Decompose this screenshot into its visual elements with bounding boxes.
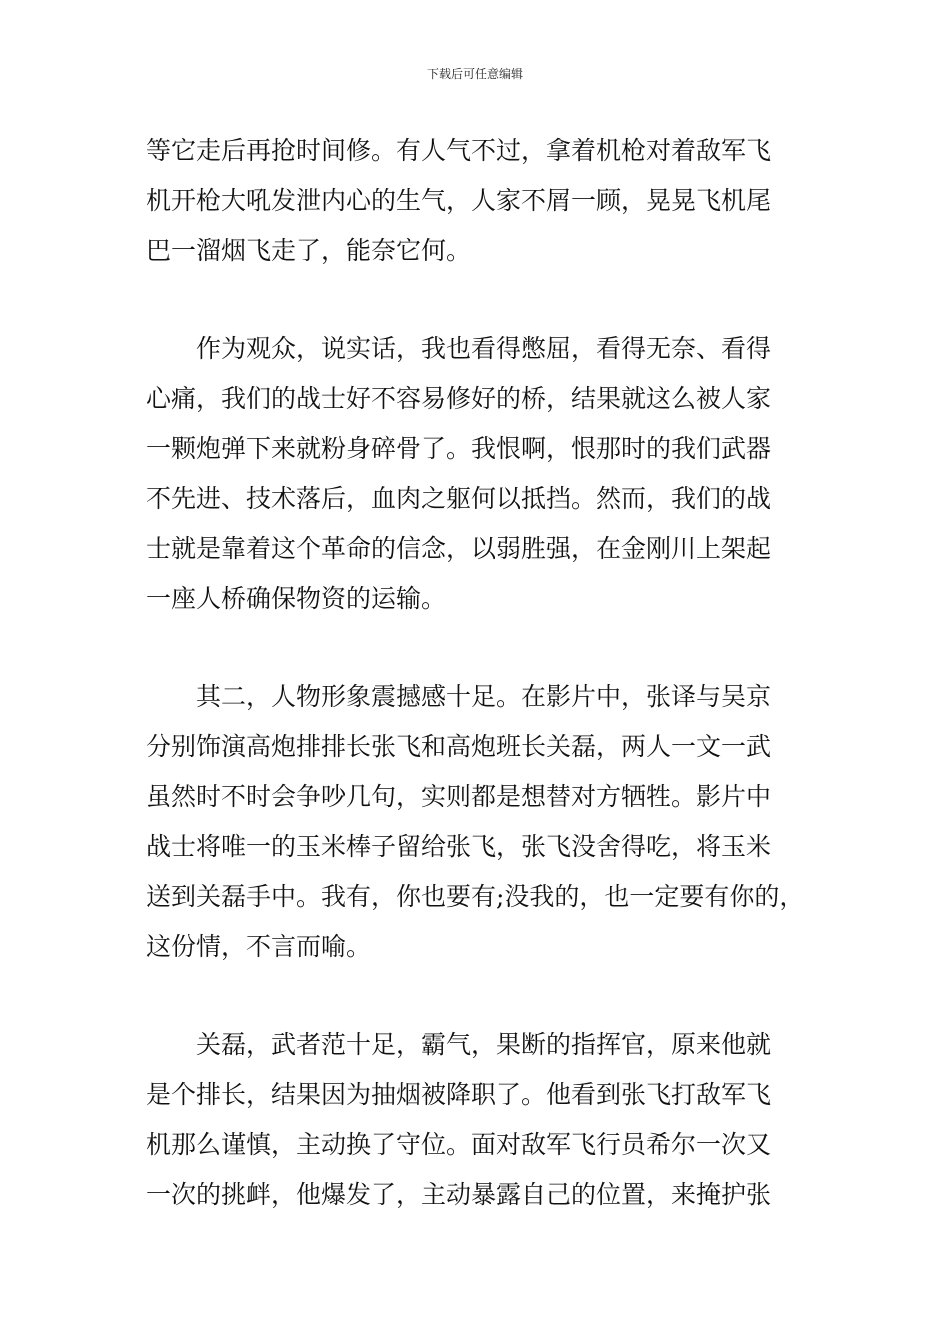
text-line: 一次的挑衅，他爆发了，主动暴露自己的位置，来掩护张 bbox=[146, 1180, 772, 1209]
text-line: 关磊，武者范十足，霸气，果断的指挥官，原来他就 bbox=[196, 1030, 772, 1059]
text-line: 作为观众，说实话，我也看得憋屈，看得无奈、看得 bbox=[196, 334, 772, 363]
paragraph-1 bbox=[146, 126, 816, 276]
text-line: 一颗炮弹下来就粉身碎骨了。我恨啊，恨那时的我们武器 bbox=[146, 434, 772, 463]
text-line: 是个排长，结果因为抽烟被降职了。他看到张飞打敌军飞 bbox=[146, 1080, 772, 1109]
text-line: 送到关磊手中。我有，你也要有;没我的，也一定要有你的， bbox=[146, 882, 805, 911]
text-line: 战士将唯一的玉米棒子留给张飞，张飞没舍得吃，将玉米 bbox=[146, 832, 772, 861]
text-line: 机开枪大吼发泄内心的生气，人家不屑一顾，晃晃飞机尾 bbox=[146, 186, 772, 215]
text-line: 虽然时不时会争吵几句，实则都是想替对方牺牲。影片中 bbox=[146, 782, 772, 811]
paragraph-2 bbox=[146, 324, 816, 624]
text-line: 心痛，我们的战士好不容易修好的桥，结果就这么被人家 bbox=[146, 384, 772, 413]
text-line: 不先进、技术落后，血肉之躯何以抵挡。然而，我们的战 bbox=[146, 484, 772, 513]
text-line: 这份情，不言而喻。 bbox=[146, 932, 372, 961]
page-header-note: 下载后可任意编辑 bbox=[426, 67, 523, 81]
text-line: 一座人桥确保物资的运输。 bbox=[146, 584, 447, 613]
text-line: 机那么谨慎，主动换了守位。面对敌军飞行员希尔一次又 bbox=[146, 1130, 772, 1159]
text-line: 其二，人物形象震撼感十足。在影片中，张译与吴京 bbox=[196, 682, 772, 711]
text-line: 士就是靠着这个革命的信念，以弱胜强，在金刚川上架起 bbox=[146, 534, 772, 563]
text-line: 分别饰演高炮排排长张飞和高炮班长关磊，两人一文一武 bbox=[146, 732, 772, 761]
text-line: 巴一溜烟飞走了，能奈它何。 bbox=[146, 236, 472, 265]
paragraph-3 bbox=[146, 672, 816, 972]
document-body bbox=[146, 126, 816, 1268]
paragraph-4 bbox=[146, 1020, 816, 1220]
text-line: 等它走后再抢时间修。有人气不过，拿着机枪对着敌军飞 bbox=[146, 136, 772, 165]
